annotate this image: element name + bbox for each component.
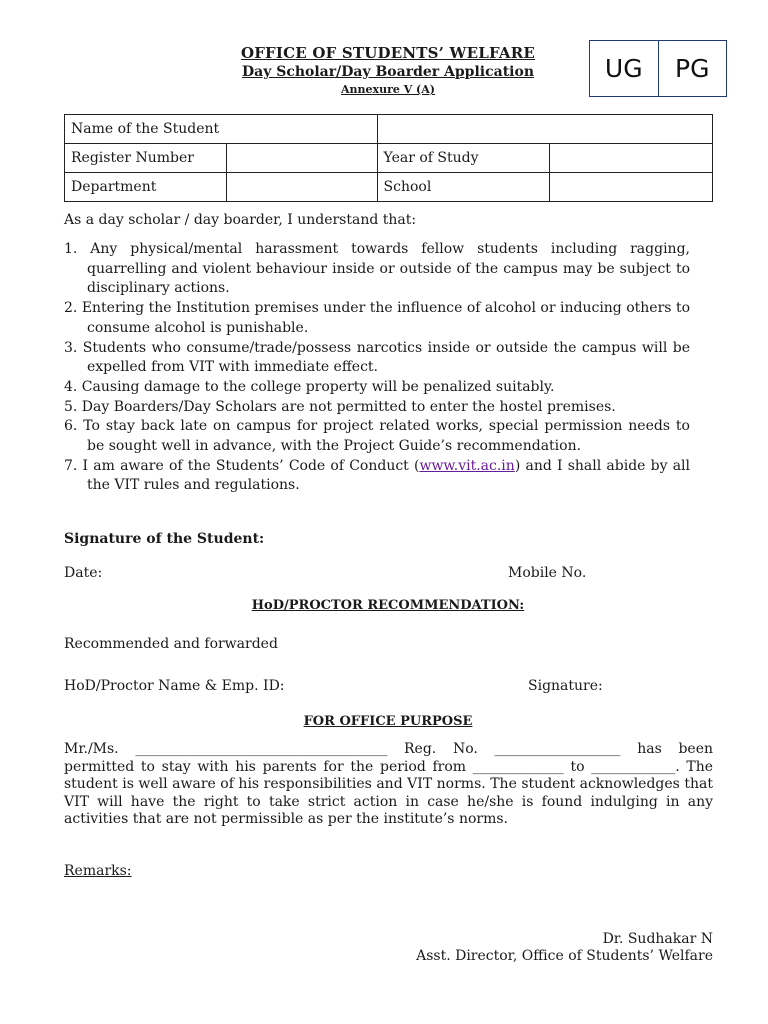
list-item: 5. Day Boarders/Day Scholars are not permitted to enter the hostel premises. [64,398,616,415]
recommended-text: Recommended and forwarded [64,636,278,652]
hod-name-label: HoD/Proctor Name & Emp. ID: [64,678,285,694]
name-label: Name of the Student [65,115,378,144]
table-row [65,173,713,202]
student-signature-label: Signature of the Student: [64,531,265,547]
remarks-label: Remarks: [64,863,132,879]
hod-signature-label: Signature: [528,678,603,694]
office-paragraph: Mr./Ms. ____________________________________ Reg. No. __________________ has been permitted to stay with his parents for the period from _____________ to ____________. The student is well aware of his responsibilities and VIT norms. The student acknowledges that VIT will have the right to take strict action in case he/she is found indulging in any activities that are not permissible as per the institute’s norms. [64,741,713,827]
register-number-field[interactable] [226,144,377,173]
hod-heading: HoD/PROCTOR RECOMMENDATION: [251,598,525,613]
list-item: 4. Causing damage to the college property will be penalized suitably. [64,378,555,395]
form-title: Day Scholar/Day Boarder Application [241,64,534,80]
year-of-study-label: Year of Study [377,144,550,173]
list-item: 1. Any physical/mental harassment towards fellow students including ragging, quarrelling and violent behaviour inside or outside of the campus may be subject to disciplinary actions. [64,241,690,297]
pg-checkbox[interactable]: PG [658,41,727,96]
programme-level-box [589,40,727,97]
list-item: 3. Students who consume/trade/possess narcotics inside or outside the campus will be expelled from VIT with immediate effect. [64,339,690,376]
department-field[interactable] [226,173,377,202]
register-number-label: Register Number [65,144,227,173]
mobile-label: Mobile No. [508,565,587,581]
signatory-name: Dr. Sudhakar N [602,931,713,947]
annexure-label: Annexure V (A) [340,83,435,96]
list-item: 2. Entering the Institution premises under the influence of alcohol or inducing others to consume alcohol is punishable. [64,300,690,336]
ug-checkbox[interactable]: UG [604,54,643,83]
table-row [65,144,713,173]
list-item [64,457,690,496]
department-label: Department [65,173,227,202]
year-of-study-field[interactable] [550,144,713,173]
name-field[interactable] [377,115,712,144]
school-label: School [377,173,550,202]
school-field[interactable] [550,173,713,202]
intro-text: As a day scholar / day boarder, I understand that: [64,212,417,228]
vit-website-link[interactable]: www.vit.ac.in [419,457,515,474]
office-title: OFFICE OF STUDENTS’ WELFARE [240,44,536,62]
signatory-designation: Asst. Director, Office of Students’ Welfare [416,948,713,964]
date-label: Date: [64,565,103,581]
student-info-table [64,114,713,202]
rule7-text-start: 7. I am aware of the Students’ Code of Conduct ( [64,457,420,474]
rules-list [64,240,690,496]
rule7-text-end: ) and I shall abide by all the VIT rules and regulations. [87,457,690,494]
table-row [65,115,713,144]
list-item: 6. To stay back late on campus for project related works, special permission needs to be sought well in advance, with the Project Guide’s recommendation. [64,418,690,455]
office-heading: FOR OFFICE PURPOSE [303,714,473,729]
